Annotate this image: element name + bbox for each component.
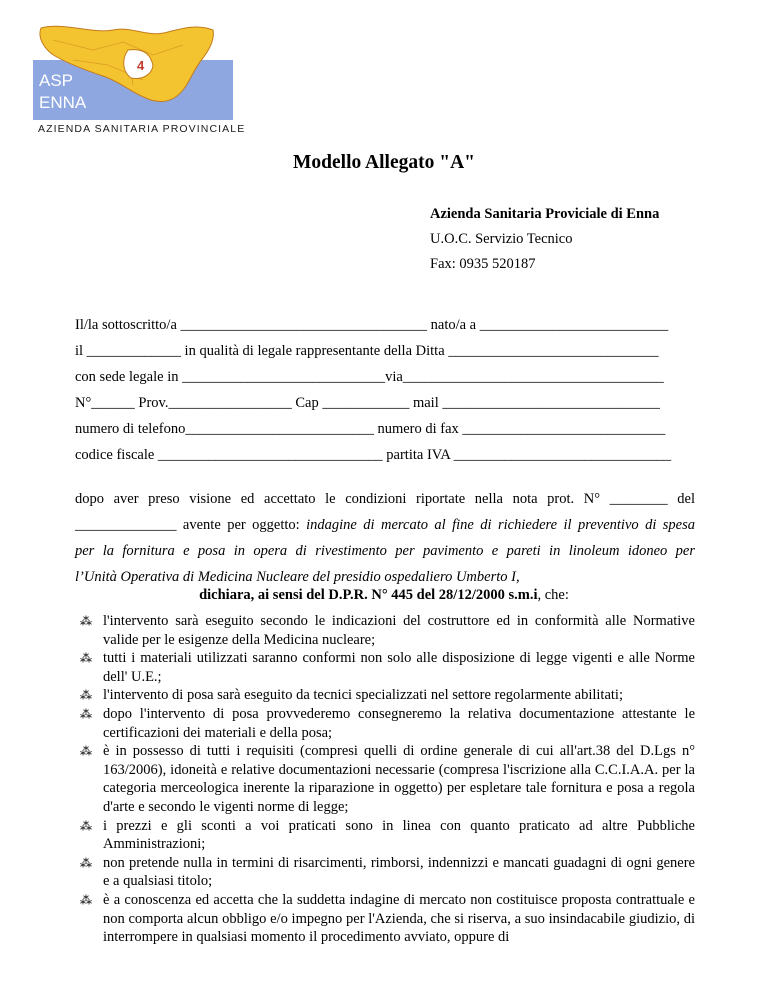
recipient-office: U.O.C. Servizio Tecnico	[430, 231, 573, 247]
intro-row-2: ______________ avente per oggetto: indagine di mercato al fine di richiedere il preventivo di spesa	[75, 517, 695, 533]
bullet-icon: ⁂	[80, 744, 92, 759]
form-line-1[interactable]: Il/la sottoscritto/a __________________________________ nato/a a __________________________	[75, 317, 669, 333]
intro-row-4: l’Unità Operativa di Medicina Nucleare del presidio ospedaliero Umberto I,	[75, 569, 520, 585]
logo-line2: ENNA	[39, 93, 87, 112]
intro-row-1: dopo aver preso visione ed accettato le condizioni riportate nella nota prot. N° ________ del	[75, 491, 695, 507]
declaration-list	[80, 612, 695, 947]
intro-paragraph	[75, 486, 695, 590]
intro-row-3: per la fornitura e posa in opera di rivestimento per pavimento e pareti in linoleum idoneo per	[75, 543, 695, 559]
sicily-map-logo-icon	[33, 20, 233, 136]
list-item: ⁂ i prezzi e gli sconti a voi praticati sono in linea con quanto praticato ad altre Pubbliche Amministrazioni;	[80, 817, 695, 853]
bullet-icon: ⁂	[80, 818, 92, 833]
list-item: ⁂ dopo l'intervento di posa provvederemo consegneremo la relativa documentazione attestante le certificazioni dei materiali e della posa;	[80, 705, 695, 741]
declaration-line: dichiara, ai sensi del D.P.R. N° 445 del 28/12/2000 s.m.i, che:	[199, 587, 569, 603]
form-line-3[interactable]: con sede legale in ____________________________via____________________________________	[75, 369, 664, 385]
list-item: ⁂ non pretende nulla in termini di risarcimenti, rimborsi, indennizzi e mancati guadagni di ogni genere e a qualsiasi titolo;	[80, 854, 695, 890]
bullet-icon: ⁂	[80, 855, 92, 870]
document-title: Modello Allegato "A"	[293, 152, 475, 173]
bullet-icon: ⁂	[80, 706, 92, 721]
list-item: ⁂ tutti i materiali utilizzati saranno conformi non solo alle disposizione di legge vigenti e alle Norme dell' U.E.;	[80, 650, 695, 685]
asp-enna-logo	[33, 20, 233, 136]
bullet-icon: ⁂	[80, 614, 92, 628]
bullet-icon: ⁂	[80, 892, 92, 907]
form-line-4[interactable]: N°______ Prov._________________ Cap ____________ mail ______________________________	[75, 395, 660, 411]
list-item: ⁂ è in possesso di tutti i requisiti (compresi quelli di ordine generale di cui all'art.38 del D.Lgs n° 163/2006), idoneità e relative documentazioni necessarie (compresa l'iscrizione alla C.C.I.A.A. per la categoria merceologica inerente la riparazione in oggetto) per espletare tale fornitura e posa a regola d'arte e secondo le vigenti norme di legge;	[80, 743, 695, 815]
list-item: ⁂ l'intervento sarà eseguito secondo le indicazioni del costruttore ed in conformità alle Normative valide per le esigenze della Medicina nucleare;	[80, 613, 695, 648]
bullet-icon: ⁂	[80, 688, 92, 703]
form-line-5[interactable]: numero di telefono__________________________ numero di fax ____________________________	[75, 421, 666, 437]
recipient-name: Azienda Sanitaria Proviciale di Enna	[430, 206, 660, 222]
form-line-6[interactable]: codice fiscale _______________________________ partita IVA ______________________________	[75, 447, 672, 463]
list-item: ⁂ l'intervento di posa sarà eseguito da tecnici specializzati nel settore regolarmente abilitati;	[80, 687, 623, 704]
bullet-icon: ⁂	[80, 651, 92, 666]
logo-caption: AZIENDA SANITARIA PROVINCIALE	[38, 123, 246, 135]
logo-line1: ASP	[39, 71, 74, 90]
form-line-2[interactable]: il _____________ in qualità di legale rappresentante della Ditta _____________________________	[75, 343, 659, 359]
list-item: ⁂ è a conoscenza ed accetta che la suddetta indagine di mercato non costituisce proposta contrattuale e non comporta alcun obbligo e/o impegno per l'Azienda, che si riserva, a suo insindacabile giudizio, di interrompere in qualsiasi momento il procedimento avviato, oppure di	[80, 891, 695, 946]
recipient-fax: Fax: 0935 520187	[430, 256, 536, 272]
logo-number: 4	[137, 58, 145, 73]
